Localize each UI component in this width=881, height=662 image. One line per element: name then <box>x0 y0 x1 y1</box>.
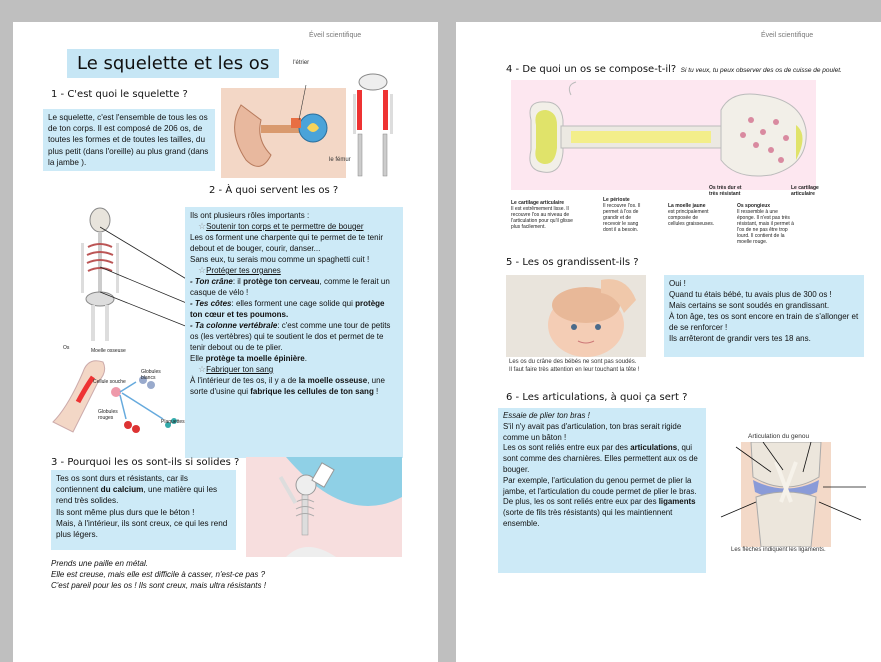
label-etrier: l'étrier <box>293 60 310 66</box>
crane-text: : il <box>232 277 244 286</box>
section-4-heading-row <box>506 59 842 77</box>
star-icon: ☆ <box>198 265 207 275</box>
knee-caption: Les flèches indiquent les ligaments. <box>731 547 826 553</box>
s3-i1: Prends une paille en métal. <box>51 559 148 568</box>
section-5-box <box>664 275 864 357</box>
section-6-heading: 6 - Les articulations, à quoi ça sert ? <box>506 392 688 403</box>
section-3-italic <box>51 558 266 591</box>
s6-i1: Essaie de plier ton bras ! <box>503 411 590 420</box>
baby-caption-2: Il faut faire très attention en leur touchant la tête ! <box>509 367 640 373</box>
section-3-box <box>51 470 236 550</box>
baby-caption-1: Les os du crâne des bébés ne sont pas soudés. <box>509 359 637 365</box>
bone-label-3-title: La moelle jaune <box>668 203 706 209</box>
role-1-text: Les os forment une charpente qui te permet de te tenir debout et de bouger, courir, danser... <box>190 233 384 253</box>
bone-label-6 <box>791 185 823 197</box>
bone-label-2-desc: Il recouvre l'os. Il permet à l'os de grandir et de recevoir le sang dont il a besoin. <box>603 203 641 233</box>
colonne-end: . <box>304 354 307 363</box>
bone-label-5 <box>737 203 797 245</box>
s6-t2c: , qui sont comme des charnières. Elles permettent aux os de bouger. <box>503 443 698 474</box>
bone-label-2-title: Le périoste <box>603 197 630 203</box>
s3-t1b: du calcium <box>100 485 144 495</box>
cotes-label: - Tes côtes <box>190 299 232 308</box>
s6-t4c: (sorte de fils très résistants) qui les maintiennent ensemble. <box>503 508 673 528</box>
page-title: Le squelette et les os <box>67 49 279 78</box>
colonne-label: - Ta colonne vertébrale <box>190 321 278 330</box>
section-1-heading: 1 - C'est quoi le squelette ? <box>51 89 188 100</box>
s6-t4b: ligaments <box>658 497 696 507</box>
bone-label-4-title: Os très dur et très résistant <box>709 185 742 197</box>
section-2-intro: Ils ont plusieurs rôles importants : <box>190 211 310 220</box>
colonne-bold: protège ta moelle épinière <box>205 354 305 363</box>
s6-t1: S'il n'y avait pas d'articulation, ton bras serait rigide comme un bâton ! <box>503 421 682 442</box>
role-1-title: Soutenir ton corps et te permettre de bouger <box>206 222 364 231</box>
cotes-text: : elles forment une cage solide qui <box>231 299 356 308</box>
ear-illustration <box>221 70 346 180</box>
s5-l4: À ton âge, tes os sont encore en train de s'allonger et de se renforcer ! <box>669 312 859 332</box>
leg-skeleton-illustration <box>351 72 396 182</box>
star-icon: ☆ <box>198 221 207 231</box>
colonne-text: : c'est comme une tour de petits os (les vertèbres) qui te soutient le dos et permet de te tenir debout ou de te plier. <box>190 321 391 352</box>
s5-l1: Oui ! <box>669 279 686 288</box>
diagram-label-os: Os <box>63 345 70 351</box>
knee-title: Articulation du genou <box>748 433 810 440</box>
section-4-sub: Si tu veux, tu peux observer des os de cuisse de poulet. <box>680 67 842 74</box>
role-3-a: À l'intérieur de tes os, il y a de <box>190 376 299 385</box>
blood-cells-diagram <box>48 347 188 442</box>
page-right <box>456 22 881 662</box>
page-header-right: Éveil scientifique <box>761 32 814 39</box>
diagram-label-plaquettes: Plaquettes <box>161 419 185 425</box>
page-header: Éveil scientifique <box>309 32 362 39</box>
bone-label-3-desc: est principalement composée de cellules graisseuses. <box>668 209 715 227</box>
role-2-title: Protéger tes organes <box>206 266 281 275</box>
s3-t1: Tes os sont durs et résistants, car ils contiennent <box>56 474 188 495</box>
star-icon: ☆ <box>198 364 207 374</box>
bone-label-1-title: Le cartilage articulaire <box>511 200 565 206</box>
baby-caption <box>509 358 639 374</box>
section-5-heading: 5 - Les os grandissent-ils ? <box>506 257 639 268</box>
bone-label-1-desc: Il est extrêmement lisse. Il recouvre l'os au niveau de l'articulation pour qu'il glisse plus facilement. <box>511 206 573 230</box>
baby-photo <box>506 275 646 357</box>
bone-label-5-desc: Il ressemble à une éponge. Il n'est pas très résistant, mais il permet à l'os de ne pas être trop lourd. Il contient de la moelle rouge. <box>737 209 794 245</box>
s5-l2: Quand tu étais bébé, tu avais plus de 300 os ! <box>669 290 832 299</box>
s6-t2a: Les os sont reliés entre eux par des <box>503 443 631 453</box>
role-3-c: , une sorte d'usine qui <box>190 376 385 396</box>
s5-l3: Mais certains se sont soudés en grandissant. <box>669 301 830 310</box>
bone-label-4 <box>709 185 747 197</box>
section-3-heading: 3 - Pourquoi les os sont-ils si solides ? <box>51 457 240 468</box>
diagram-label-blancs: Globules blancs <box>141 369 161 381</box>
s3-t3: Mais, à l'intérieur, ils sont creux, ce qui les rend plus légers. <box>56 518 228 540</box>
section-4-heading: 4 - De quoi un os se compose-t-il? <box>506 64 677 75</box>
bone-label-2 <box>603 197 648 233</box>
role-1-text2: Sans eux, tu serais mou comme un spaghetti cuit ! <box>190 255 370 264</box>
role-3-e: ! <box>373 387 379 396</box>
cotes-bold: protège ton cœur et tes poumons. <box>190 299 385 319</box>
s3-t1c: , une matière qui les rend très solides. <box>56 485 218 506</box>
bone-label-3 <box>668 203 716 227</box>
section-1-text: Le squelette, c'est l'ensemble de tous les os de ton corps. Il est composé de 206 os, de toutes les formes et de toutes les tailles, du plus petit (dans l'oreille) au plus grand (dans la jambe ). <box>43 109 215 171</box>
label-femur: le fémur <box>329 157 351 163</box>
s3-i3: C'est pareil pour les os ! Ils sont creux, mais ultra résistants ! <box>51 581 266 590</box>
bone-diagram <box>511 80 816 190</box>
knee-diagram <box>711 442 871 547</box>
s3-i2: Elle est creuse, mais elle est difficile à casser, n'est-ce pas ? <box>51 570 266 579</box>
bone-label-5-title: Os spongieux <box>737 203 771 209</box>
diagram-label-souche: Cellule souche <box>93 379 126 385</box>
skeleton-drinking-illustration <box>246 457 402 557</box>
section-2-box <box>185 207 403 458</box>
role-3-d: fabrique les cellules de ton sang <box>250 387 374 396</box>
s6-t3: Par exemple, l'articulation du genou permet de plier la jambe, et l'articulation du coude permet de plier le bras. <box>503 475 697 496</box>
crane-label: - Ton crâne <box>190 277 233 286</box>
crane-bold: protège ton cerveau <box>243 277 320 286</box>
role-3-title: Fabriquer ton sang <box>206 365 274 374</box>
s6-t4a: De plus, les os sont reliés entre eux par des <box>503 497 659 507</box>
s3-t2: Ils sont même plus durs que le béton ! <box>56 507 195 517</box>
bone-label-6-title: Le cartilage articulaire <box>791 185 819 197</box>
diagram-label-moelle: Moelle osseuse <box>91 348 126 354</box>
role-3-b: la moelle osseuse <box>298 376 368 385</box>
section-2-heading: 2 - À quoi servent les os ? <box>209 185 339 196</box>
section-6-box <box>498 408 706 573</box>
crane-rest: , comme le ferait un casque de vélo ! <box>190 277 390 297</box>
s5-l5: Ils arrêteront de grandir vers tes 18 ans. <box>669 334 811 343</box>
page-left <box>13 22 438 662</box>
s6-t2b: articulations <box>630 443 678 453</box>
colonne-text2: Elle <box>190 354 206 363</box>
diagram-label-rouges: Globules rouges <box>98 409 118 421</box>
bone-label-1 <box>511 200 573 230</box>
